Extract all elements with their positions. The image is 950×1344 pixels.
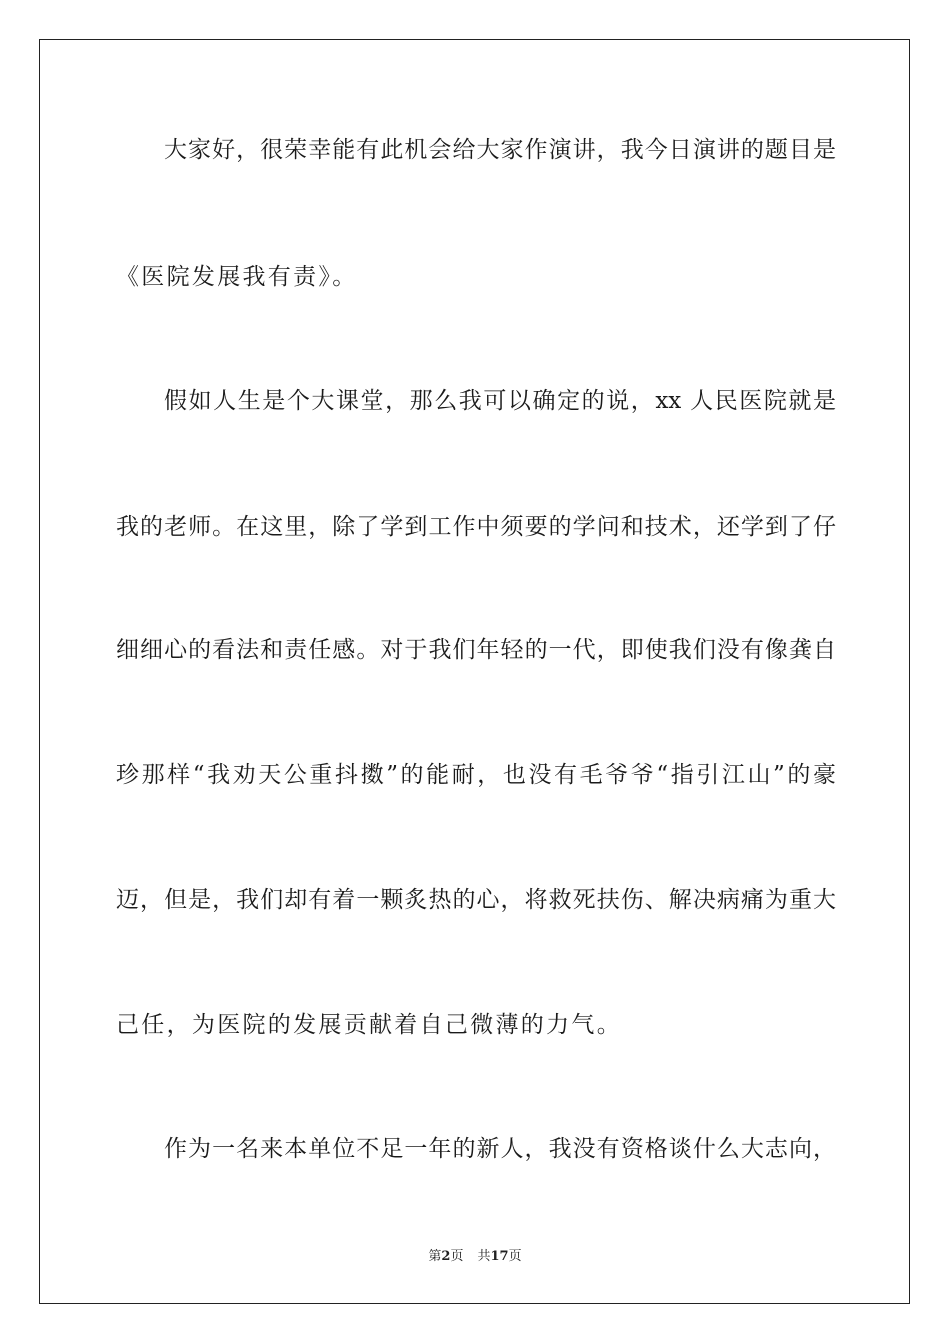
footer-total-suffix: 页 [508, 1249, 522, 1264]
page-border [39, 39, 910, 1304]
current-page-number: 2 [441, 1249, 451, 1264]
paragraph-line: 细细心的看法和责任感。对于我们年轻的一代，即使我们没有像龚自 [116, 637, 836, 663]
footer-page-suffix: 页 [450, 1249, 464, 1264]
paragraph-line: 大家好，很荣幸能有此机会给大家作演讲，我今日演讲的题目是 [164, 137, 836, 163]
footer-total-prefix: 共 [477, 1249, 491, 1264]
paragraph-line: 迈，但是，我们却有着一颗炙热的心，将救死扶伤、解决病痛为重大 [116, 887, 836, 913]
paragraph-line: 假如人生是个大课堂，那么我可以确定的说，xx 人民医院就是 [164, 388, 836, 414]
paragraph-line: 作为一名来本单位不足一年的新人，我没有资格谈什么大志向， [164, 1136, 836, 1162]
footer-prefix: 第 [428, 1249, 442, 1264]
paragraph-line: 我的老师。在这里，除了学到工作中须要的学问和技术，还学到了仔 [116, 514, 836, 540]
paragraph-line: 珍那样“我劝天公重抖擞”的能耐，也没有毛爷爷“指引江山”的豪 [116, 762, 836, 788]
total-pages-number: 17 [490, 1249, 509, 1264]
page-footer [0, 1248, 950, 1266]
paragraph-line: 己任，为医院的发展贡献着自己微薄的力气。 [116, 1012, 622, 1038]
paragraph-line: 《医院发展我有责》。 [116, 264, 358, 290]
